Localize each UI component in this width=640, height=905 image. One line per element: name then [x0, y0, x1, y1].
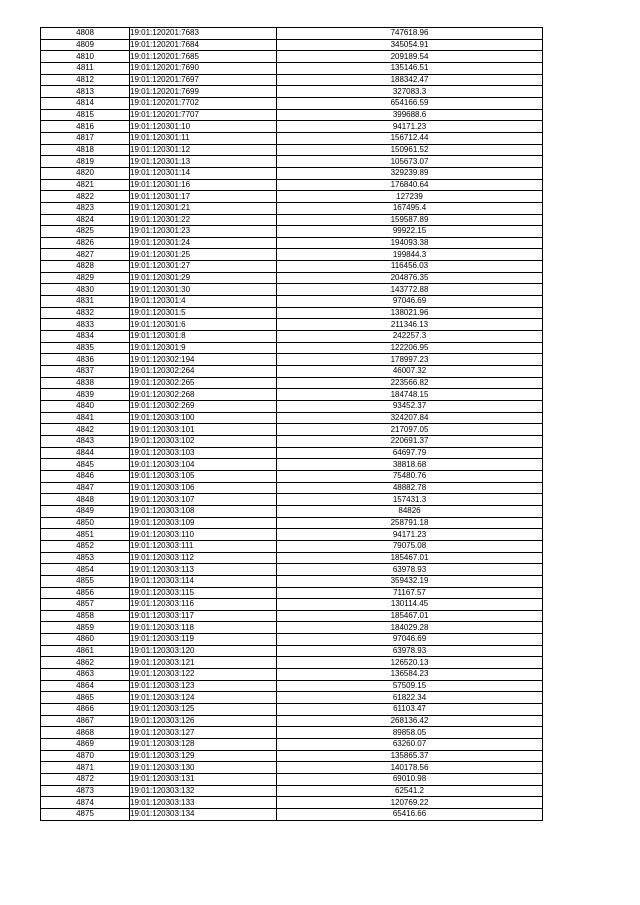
value-cell: 159587.89: [277, 214, 543, 226]
row-number-cell: 4815: [41, 109, 130, 121]
cadastral-number-cell: 19:01:120301:13: [130, 156, 277, 168]
table-row: [41, 354, 543, 366]
cadastral-number-cell: 19:01:120303:130: [130, 762, 277, 774]
value-cell: 157431.3: [277, 494, 543, 506]
value-cell: 220691.37: [277, 435, 543, 447]
cadastral-number-cell: 19:01:120303:129: [130, 750, 277, 762]
value-cell: 242257.3: [277, 331, 543, 343]
row-number-cell: 4833: [41, 319, 130, 331]
value-cell: 63978.93: [277, 645, 543, 657]
value-cell: 150961.52: [277, 144, 543, 156]
table-row: [41, 529, 543, 541]
cadastral-number-cell: 19:01:120303:107: [130, 494, 277, 506]
cadastral-number-cell: 19:01:120301:21: [130, 202, 277, 214]
row-number-cell: 4849: [41, 505, 130, 517]
table-row: [41, 808, 543, 820]
value-cell: 217097.05: [277, 424, 543, 436]
cadastral-number-cell: 19:01:120302:265: [130, 377, 277, 389]
row-number-cell: 4868: [41, 727, 130, 739]
row-number-cell: 4850: [41, 517, 130, 529]
row-number-cell: 4874: [41, 797, 130, 809]
table-row: [41, 692, 543, 704]
table-row: [41, 342, 543, 354]
value-cell: 62541.2: [277, 785, 543, 797]
value-cell: 268136.42: [277, 715, 543, 727]
table-row: [41, 447, 543, 459]
row-number-cell: 4848: [41, 494, 130, 506]
value-cell: 199844.3: [277, 249, 543, 261]
row-number-cell: 4820: [41, 167, 130, 179]
row-number-cell: 4865: [41, 692, 130, 704]
value-cell: 143772.88: [277, 284, 543, 296]
cadastral-number-cell: 19:01:120303:126: [130, 715, 277, 727]
table-row: [41, 587, 543, 599]
row-number-cell: 4858: [41, 610, 130, 622]
cadastral-number-cell: 19:01:120303:132: [130, 785, 277, 797]
row-number-cell: 4863: [41, 669, 130, 681]
row-number-cell: 4872: [41, 774, 130, 786]
cadastral-number-cell: 19:01:120301:4: [130, 296, 277, 308]
table-row: [41, 167, 543, 179]
cadastral-number-cell: 19:01:120303:122: [130, 669, 277, 681]
cadastral-number-cell: 19:01:120201:7697: [130, 74, 277, 86]
value-cell: 223566.82: [277, 377, 543, 389]
row-number-cell: 4829: [41, 272, 130, 284]
data-table: [40, 27, 543, 821]
table-row: [41, 797, 543, 809]
row-number-cell: 4819: [41, 156, 130, 168]
table-row: [41, 319, 543, 331]
row-number-cell: 4816: [41, 121, 130, 133]
cadastral-number-cell: 19:01:120303:120: [130, 645, 277, 657]
value-cell: 89858.05: [277, 727, 543, 739]
table-row: [41, 156, 543, 168]
value-cell: 324207.84: [277, 412, 543, 424]
value-cell: 399688.6: [277, 109, 543, 121]
table-row: [41, 39, 543, 51]
row-number-cell: 4844: [41, 447, 130, 459]
table-row: [41, 214, 543, 226]
value-cell: 359432.19: [277, 575, 543, 587]
value-cell: 135865.37: [277, 750, 543, 762]
table-row: [41, 622, 543, 634]
row-number-cell: 4854: [41, 564, 130, 576]
row-number-cell: 4842: [41, 424, 130, 436]
value-cell: 135146.51: [277, 62, 543, 74]
row-number-cell: 4822: [41, 191, 130, 203]
row-number-cell: 4835: [41, 342, 130, 354]
value-cell: 167495.4: [277, 202, 543, 214]
cadastral-number-cell: 19:01:120303:108: [130, 505, 277, 517]
cadastral-number-cell: 19:01:120303:111: [130, 540, 277, 552]
table-row: [41, 517, 543, 529]
value-cell: 185467.01: [277, 552, 543, 564]
row-number-cell: 4834: [41, 331, 130, 343]
cadastral-number-cell: 19:01:120301:11: [130, 132, 277, 144]
table-row: [41, 739, 543, 751]
cadastral-number-cell: 19:01:120303:103: [130, 447, 277, 459]
row-number-cell: 4856: [41, 587, 130, 599]
cadastral-number-cell: 19:01:120303:134: [130, 808, 277, 820]
row-number-cell: 4826: [41, 237, 130, 249]
cadastral-number-cell: 19:01:120302:194: [130, 354, 277, 366]
row-number-cell: 4853: [41, 552, 130, 564]
row-number-cell: 4839: [41, 389, 130, 401]
cadastral-number-cell: 19:01:120303:128: [130, 739, 277, 751]
cadastral-number-cell: 19:01:120303:133: [130, 797, 277, 809]
value-cell: 176840.64: [277, 179, 543, 191]
row-number-cell: 4867: [41, 715, 130, 727]
value-cell: 71167.57: [277, 587, 543, 599]
row-number-cell: 4817: [41, 132, 130, 144]
row-number-cell: 4862: [41, 657, 130, 669]
row-number-cell: 4859: [41, 622, 130, 634]
cadastral-number-cell: 19:01:120303:124: [130, 692, 277, 704]
table-row: [41, 366, 543, 378]
cadastral-number-cell: 19:01:120301:9: [130, 342, 277, 354]
cadastral-number-cell: 19:01:120201:7685: [130, 51, 277, 63]
table-row: [41, 610, 543, 622]
table-row: [41, 249, 543, 261]
table-row: [41, 51, 543, 63]
cadastral-number-cell: 19:01:120303:121: [130, 657, 277, 669]
cadastral-number-cell: 19:01:120201:7707: [130, 109, 277, 121]
table-row: [41, 97, 543, 109]
row-number-cell: 4852: [41, 540, 130, 552]
table-row: [41, 144, 543, 156]
row-number-cell: 4831: [41, 296, 130, 308]
cadastral-number-cell: 19:01:120303:117: [130, 610, 277, 622]
row-number-cell: 4861: [41, 645, 130, 657]
table-row: [41, 424, 543, 436]
value-cell: 194093.38: [277, 237, 543, 249]
table-row: [41, 575, 543, 587]
cadastral-number-cell: 19:01:120303:115: [130, 587, 277, 599]
table-row: [41, 715, 543, 727]
cadastral-number-cell: 19:01:120303:102: [130, 435, 277, 447]
table-row: [41, 599, 543, 611]
row-number-cell: 4864: [41, 680, 130, 692]
row-number-cell: 4847: [41, 482, 130, 494]
value-cell: 69010.98: [277, 774, 543, 786]
table-row: [41, 657, 543, 669]
row-number-cell: 4837: [41, 366, 130, 378]
value-cell: 94171.23: [277, 529, 543, 541]
cadastral-number-cell: 19:01:120301:14: [130, 167, 277, 179]
table-row: [41, 74, 543, 86]
cadastral-number-cell: 19:01:120303:131: [130, 774, 277, 786]
row-number-cell: 4866: [41, 704, 130, 716]
table-row: [41, 435, 543, 447]
value-cell: 188342.47: [277, 74, 543, 86]
row-number-cell: 4827: [41, 249, 130, 261]
table-row: [41, 634, 543, 646]
table-row: [41, 727, 543, 739]
cadastral-number-cell: 19:01:120201:7690: [130, 62, 277, 74]
row-number-cell: 4810: [41, 51, 130, 63]
table-row: [41, 179, 543, 191]
cadastral-number-cell: 19:01:120301:25: [130, 249, 277, 261]
cadastral-number-cell: 19:01:120301:12: [130, 144, 277, 156]
value-cell: 204876.35: [277, 272, 543, 284]
value-cell: 329239.89: [277, 167, 543, 179]
value-cell: 84826: [277, 505, 543, 517]
value-cell: 122206.95: [277, 342, 543, 354]
row-number-cell: 4860: [41, 634, 130, 646]
table-row: [41, 470, 543, 482]
value-cell: 127239: [277, 191, 543, 203]
row-number-cell: 4825: [41, 226, 130, 238]
table-row: [41, 401, 543, 413]
value-cell: 136584.23: [277, 669, 543, 681]
cadastral-number-cell: 19:01:120302:269: [130, 401, 277, 413]
cadastral-number-cell: 19:01:120301:8: [130, 331, 277, 343]
cadastral-number-cell: 19:01:120301:27: [130, 261, 277, 273]
cadastral-number-cell: 19:01:120301:17: [130, 191, 277, 203]
cadastral-number-cell: 19:01:120301:22: [130, 214, 277, 226]
table-row: [41, 540, 543, 552]
cadastral-number-cell: 19:01:120201:7684: [130, 39, 277, 51]
row-number-cell: 4871: [41, 762, 130, 774]
row-number-cell: 4857: [41, 599, 130, 611]
value-cell: 64697.79: [277, 447, 543, 459]
cadastral-number-cell: 19:01:120201:7702: [130, 97, 277, 109]
table-row: [41, 552, 543, 564]
cadastral-number-cell: 19:01:120302:268: [130, 389, 277, 401]
cadastral-number-cell: 19:01:120301:30: [130, 284, 277, 296]
data-table-body: [41, 28, 543, 821]
value-cell: 130114.45: [277, 599, 543, 611]
table-row: [41, 261, 543, 273]
cadastral-number-cell: 19:01:120301:16: [130, 179, 277, 191]
row-number-cell: 4830: [41, 284, 130, 296]
value-cell: 178997.23: [277, 354, 543, 366]
value-cell: 93452.37: [277, 401, 543, 413]
cadastral-number-cell: 19:01:120302:264: [130, 366, 277, 378]
value-cell: 65416.66: [277, 808, 543, 820]
row-number-cell: 4824: [41, 214, 130, 226]
table-row: [41, 669, 543, 681]
table-row: [41, 62, 543, 74]
value-cell: 120769.22: [277, 797, 543, 809]
cadastral-number-cell: 19:01:120303:112: [130, 552, 277, 564]
row-number-cell: 4821: [41, 179, 130, 191]
table-row: [41, 331, 543, 343]
row-number-cell: 4813: [41, 86, 130, 98]
row-number-cell: 4846: [41, 470, 130, 482]
cadastral-number-cell: 19:01:120303:123: [130, 680, 277, 692]
value-cell: 57509.15: [277, 680, 543, 692]
row-number-cell: 4823: [41, 202, 130, 214]
value-cell: 63978.93: [277, 564, 543, 576]
row-number-cell: 4814: [41, 97, 130, 109]
cadastral-number-cell: 19:01:120201:7699: [130, 86, 277, 98]
table-row: [41, 750, 543, 762]
value-cell: 184029.28: [277, 622, 543, 634]
table-row: [41, 226, 543, 238]
table-row: [41, 505, 543, 517]
value-cell: 126520.13: [277, 657, 543, 669]
cadastral-number-cell: 19:01:120301:6: [130, 319, 277, 331]
cadastral-number-cell: 19:01:120303:116: [130, 599, 277, 611]
row-number-cell: 4811: [41, 62, 130, 74]
cadastral-number-cell: 19:01:120303:119: [130, 634, 277, 646]
row-number-cell: 4832: [41, 307, 130, 319]
row-number-cell: 4870: [41, 750, 130, 762]
value-cell: 654166.59: [277, 97, 543, 109]
value-cell: 138021.96: [277, 307, 543, 319]
value-cell: 94171.23: [277, 121, 543, 133]
table-row: [41, 237, 543, 249]
cadastral-number-cell: 19:01:120301:5: [130, 307, 277, 319]
value-cell: 184748.15: [277, 389, 543, 401]
cadastral-number-cell: 19:01:120301:23: [130, 226, 277, 238]
row-number-cell: 4838: [41, 377, 130, 389]
cadastral-number-cell: 19:01:120303:100: [130, 412, 277, 424]
row-number-cell: 4855: [41, 575, 130, 587]
table-row: [41, 785, 543, 797]
table-row: [41, 704, 543, 716]
table-row: [41, 28, 543, 40]
cadastral-number-cell: 19:01:120303:105: [130, 470, 277, 482]
cadastral-number-cell: 19:01:120303:101: [130, 424, 277, 436]
cadastral-number-cell: 19:01:120303:114: [130, 575, 277, 587]
table-row: [41, 680, 543, 692]
row-number-cell: 4869: [41, 739, 130, 751]
value-cell: 38818.68: [277, 459, 543, 471]
table-row: [41, 191, 543, 203]
table-row: [41, 459, 543, 471]
cadastral-number-cell: 19:01:120303:110: [130, 529, 277, 541]
table-row: [41, 296, 543, 308]
value-cell: 75480.76: [277, 470, 543, 482]
cadastral-number-cell: 19:01:120303:125: [130, 704, 277, 716]
value-cell: 97046.69: [277, 634, 543, 646]
value-cell: 61822.34: [277, 692, 543, 704]
cadastral-number-cell: 19:01:120303:113: [130, 564, 277, 576]
table-row: [41, 645, 543, 657]
table-row: [41, 132, 543, 144]
cadastral-number-cell: 19:01:120201:7683: [130, 28, 277, 40]
row-number-cell: 4840: [41, 401, 130, 413]
value-cell: 116456.03: [277, 261, 543, 273]
value-cell: 97046.69: [277, 296, 543, 308]
table-row: [41, 307, 543, 319]
table-row: [41, 109, 543, 121]
row-number-cell: 4818: [41, 144, 130, 156]
value-cell: 99922.15: [277, 226, 543, 238]
row-number-cell: 4808: [41, 28, 130, 40]
row-number-cell: 4828: [41, 261, 130, 273]
row-number-cell: 4841: [41, 412, 130, 424]
table-row: [41, 377, 543, 389]
table-row: [41, 774, 543, 786]
value-cell: 258791.18: [277, 517, 543, 529]
value-cell: 747618.96: [277, 28, 543, 40]
value-cell: 211346.13: [277, 319, 543, 331]
value-cell: 79075.08: [277, 540, 543, 552]
cadastral-number-cell: 19:01:120301:29: [130, 272, 277, 284]
cadastral-number-cell: 19:01:120303:104: [130, 459, 277, 471]
value-cell: 63260.07: [277, 739, 543, 751]
table-row: [41, 412, 543, 424]
cadastral-number-cell: 19:01:120303:118: [130, 622, 277, 634]
table-row: [41, 272, 543, 284]
table-row: [41, 494, 543, 506]
row-number-cell: 4809: [41, 39, 130, 51]
table-row: [41, 202, 543, 214]
table-row: [41, 284, 543, 296]
value-cell: 327083.3: [277, 86, 543, 98]
cadastral-number-cell: 19:01:120303:109: [130, 517, 277, 529]
table-row: [41, 389, 543, 401]
value-cell: 61103.47: [277, 704, 543, 716]
row-number-cell: 4845: [41, 459, 130, 471]
cadastral-number-cell: 19:01:120301:10: [130, 121, 277, 133]
table-row: [41, 121, 543, 133]
row-number-cell: 4812: [41, 74, 130, 86]
table-row: [41, 86, 543, 98]
value-cell: 209189.54: [277, 51, 543, 63]
row-number-cell: 4836: [41, 354, 130, 366]
cadastral-number-cell: 19:01:120303:106: [130, 482, 277, 494]
table-row: [41, 564, 543, 576]
value-cell: 46007.32: [277, 366, 543, 378]
cadastral-number-cell: 19:01:120303:127: [130, 727, 277, 739]
value-cell: 48882.78: [277, 482, 543, 494]
value-cell: 185467.01: [277, 610, 543, 622]
row-number-cell: 4873: [41, 785, 130, 797]
row-number-cell: 4843: [41, 435, 130, 447]
cadastral-number-cell: 19:01:120301:24: [130, 237, 277, 249]
row-number-cell: 4875: [41, 808, 130, 820]
value-cell: 140178.56: [277, 762, 543, 774]
table-row: [41, 762, 543, 774]
row-number-cell: 4851: [41, 529, 130, 541]
table-row: [41, 482, 543, 494]
value-cell: 105673.07: [277, 156, 543, 168]
value-cell: 345054.91: [277, 39, 543, 51]
value-cell: 156712.44: [277, 132, 543, 144]
